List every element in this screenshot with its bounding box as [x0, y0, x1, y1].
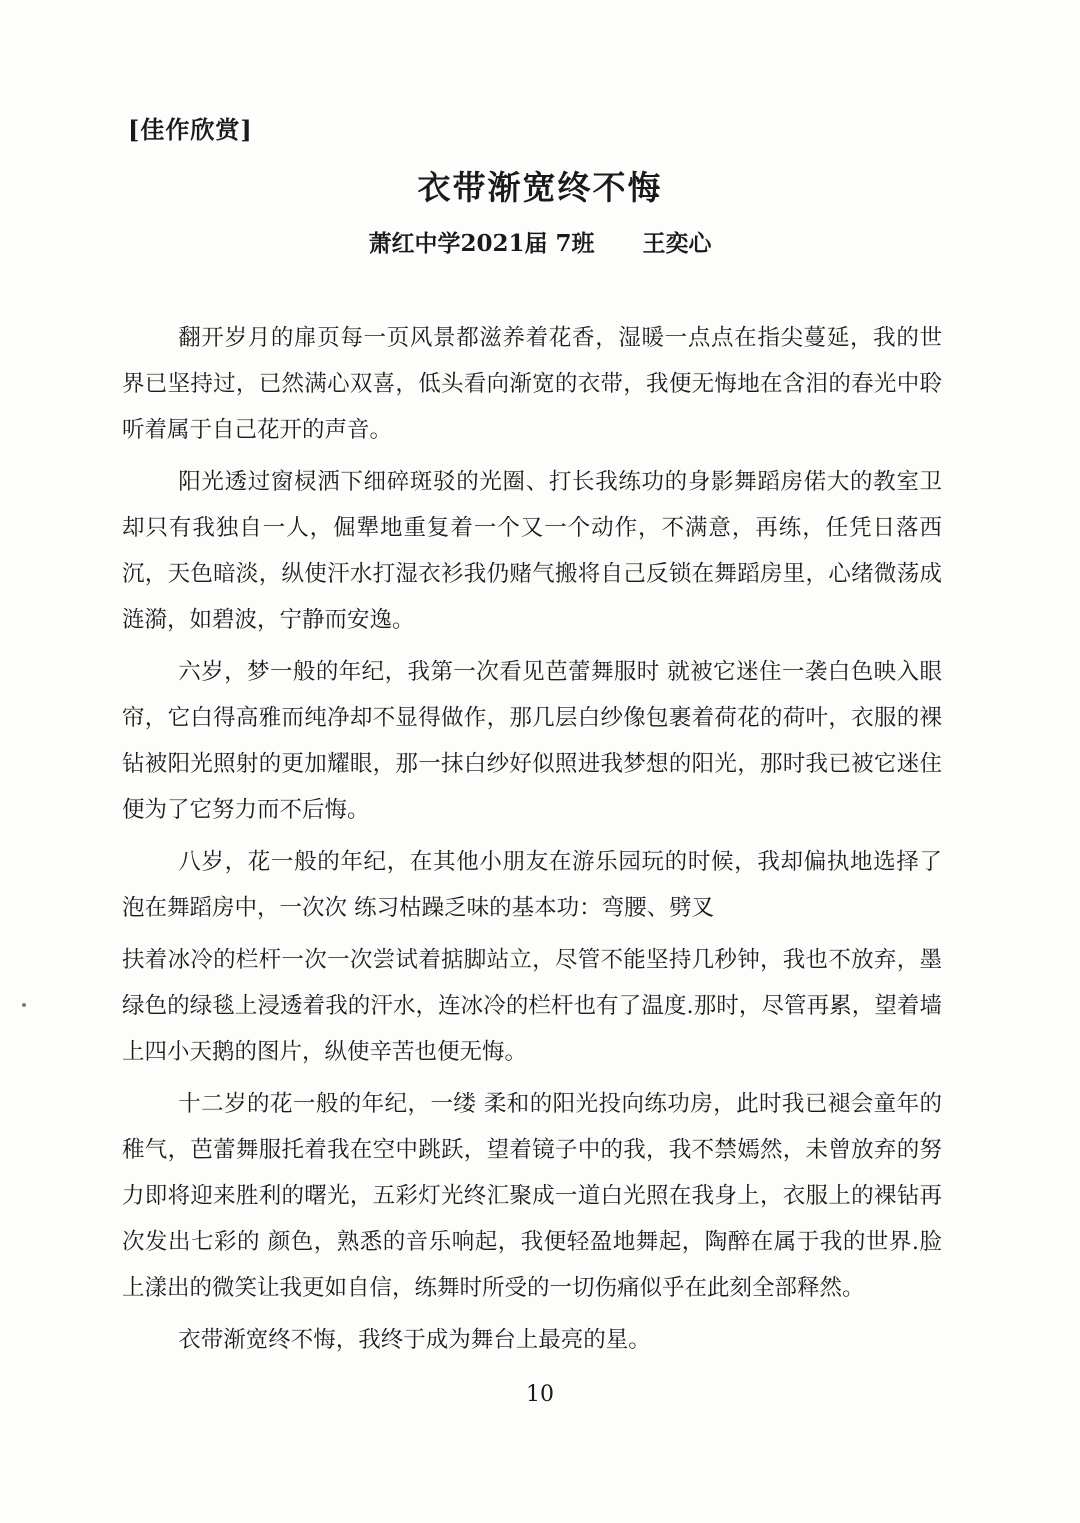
- page-number: 10: [526, 1382, 554, 1407]
- paragraph: 十二岁的花一般的年纪，一缕 柔和的阳光投向练功房，此时我已褪会童年的稚气，芭蕾舞服托着我在空中跳跃，望着镜子中的我，我不禁嫣然，未曾放弃的努力即将迎来胜利的曙光，五彩灯光终汇聚成一道白光照在我身上，衣服上的裸钻再次发出七彩的 颜色，熟悉的音乐响起，我便轻盈地舞起，陶醉在属于我的世界.脸上漾出的微笑让我更如自信，练舞时所受的一切伤痛似乎在此刻全部释然。: [122, 1091, 942, 1301]
- scan-speck: [22, 1003, 26, 1007]
- paragraph: 六岁，梦一般的年纪，我第一次看见芭蕾舞服时 就被它迷住一袭白色映入眼帘，它白得高雅而纯净却不显得做作，那几层白纱像包裹着荷花的荷叶，衣服的裸钻被阳光照射的更加耀眼，那一抹白纱好似照进我梦想的阳光，那时我已被它迷住便为了它努力而不后悔。: [122, 659, 942, 823]
- section-label: [佳作欣赏]: [128, 115, 253, 144]
- paragraph: 扶着冰冷的栏杆一次一次尝试着掂脚站立，尽管不能坚持几秒钟，我也不放弃，墨绿色的绿毯上浸透着我的汗水，连冰冷的栏杆也有了温度.那时，尽管再累，望着墙上四小天鹅的图片，纵使辛苦也便无悔。: [122, 947, 942, 1065]
- paragraph: 翻开岁月的扉页每一页风景都滋养着花香，湿暖一点点在指尖蔓延，我的世界已坚持过，已然满心双喜，低头看向渐宽的衣带，我便无悔地在含泪的春光中聆听着属于自己花开的声音。: [122, 325, 942, 443]
- paragraph: 八岁，花一般的年纪，在其他小朋友在游乐园玩的时候，我却偏执地选择了泡在舞蹈房中，一次次 练习枯躁乏味的基本功：弯腰、劈叉: [122, 849, 942, 921]
- essay-title: 衣带渐宽终不悔: [417, 168, 663, 207]
- paragraph: 衣带渐宽终不悔，我终于成为舞台上最亮的星。: [178, 1327, 651, 1353]
- essay-body: [122, 315, 942, 1369]
- paragraph: 阳光透过窗棂洒下细碎斑驳的光圈、打长我练功的身影舞蹈房偌大的教室卫却只有我独自一人，倔犟地重复着一个又一个动作，不满意，再练，任凭日落西沉，天色暗淡，纵使汗水打湿衣衫我仍赌气搬将自己反锁在舞蹈房里，心绪微荡成涟漪，如碧波，宁静而安逸。: [122, 469, 942, 633]
- author-byline: 萧红中学2021届 7班 王奕心: [368, 230, 712, 257]
